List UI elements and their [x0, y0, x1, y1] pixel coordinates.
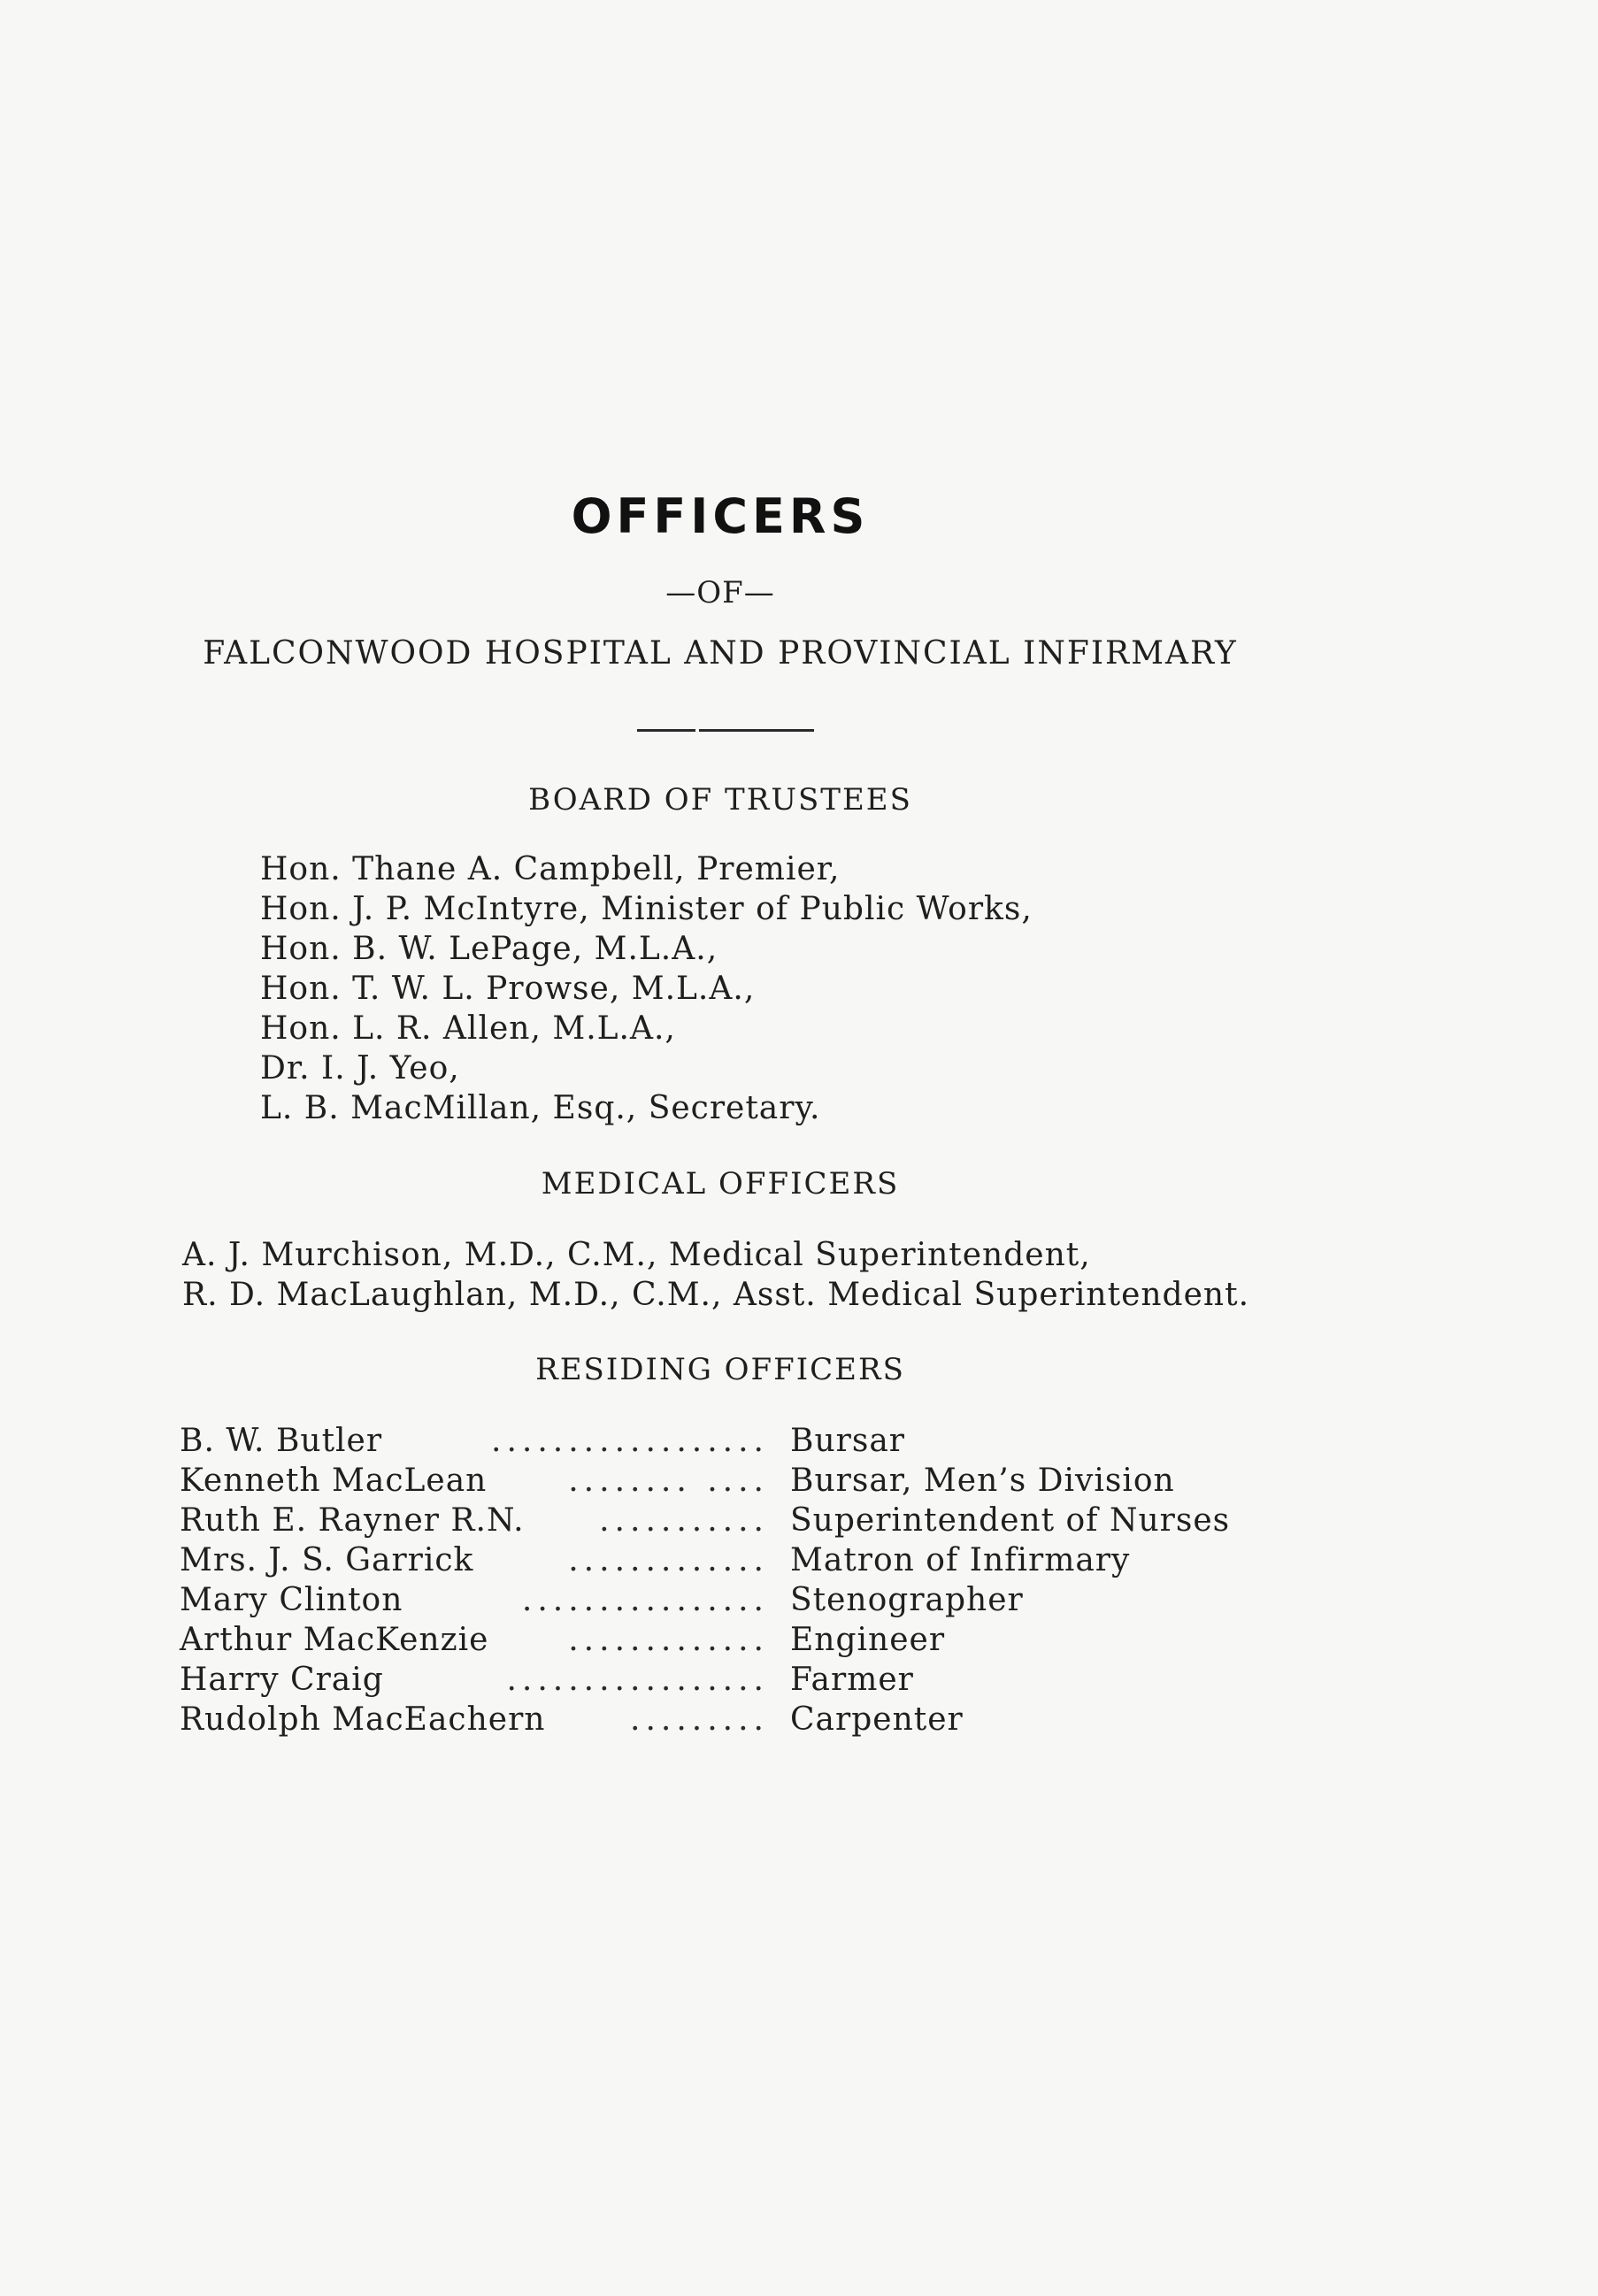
subtitle-of: —OF—: [665, 575, 775, 610]
trustee-line: Dr. I. J. Yeo,: [260, 1050, 460, 1087]
officer-role: Bursar, Men’s Division: [790, 1463, 1175, 1499]
leader-dots: ................: [521, 1582, 769, 1618]
residing-officers-list: [180, 1421, 1330, 1739]
trustee-line: Hon. T. W. L. Prowse, M.L.A.,: [260, 971, 756, 1007]
officer-name: Harry Craig: [180, 1662, 384, 1698]
officer-name: Ruth E. Rayner R.N.: [180, 1502, 525, 1539]
medical-officers-heading: MEDICAL OFFICERS: [541, 1166, 900, 1202]
officer-role: Carpenter: [790, 1701, 964, 1738]
trustee-line: L. B. MacMillan, Esq., Secretary.: [260, 1090, 821, 1126]
institution-name: FALCONWOOD HOSPITAL AND PROVINCIAL INFIRMARY: [203, 635, 1238, 672]
residing-officer-row: [180, 1421, 1330, 1461]
officer-name: Arthur MacKenzie: [180, 1622, 489, 1658]
divider-rule-right: [699, 729, 814, 732]
divider-rule-left: [637, 729, 695, 732]
medical-officer-line: R. D. MacLaughlan, M.D., C.M., Asst. Medical Superintendent.: [182, 1277, 1250, 1313]
officer-name: Mary Clinton: [180, 1582, 403, 1618]
medical-officers-list: [182, 1235, 1249, 1315]
officer-name: B. W. Butler: [180, 1423, 383, 1459]
trustee-line: Hon. J. P. McIntyre, Minister of Public Works,: [260, 891, 1033, 927]
residing-officer-row: [180, 1580, 1330, 1620]
leader-dots: .............: [568, 1622, 769, 1658]
leader-dots: ...........: [599, 1502, 769, 1539]
officer-role: Matron of Infirmary: [790, 1542, 1131, 1578]
officer-role: Farmer: [790, 1662, 914, 1698]
trustee-line: Hon. Thane A. Campbell, Premier,: [260, 851, 841, 887]
officer-name: Mrs. J. S. Garrick: [180, 1542, 474, 1578]
leader-dots: .............: [568, 1542, 769, 1578]
officer-role: Bursar: [790, 1423, 905, 1459]
board-of-trustees-heading: BOARD OF TRUSTEES: [528, 782, 912, 818]
trustee-line: Hon. L. R. Allen, M.L.A.,: [260, 1010, 676, 1047]
medical-officer-line: A. J. Murchison, M.D., C.M., Medical Superintendent,: [182, 1237, 1091, 1273]
page-title: OFFICERS: [571, 488, 870, 544]
officer-role: Superintendent of Nurses: [790, 1502, 1231, 1539]
officer-role: Stenographer: [790, 1582, 1024, 1618]
officer-name: Rudolph MacEachern: [180, 1701, 546, 1738]
residing-officer-row: [180, 1660, 1330, 1700]
leader-dots: ..................: [491, 1423, 769, 1459]
board-of-trustees-list: [260, 849, 1033, 1128]
officer-role: Engineer: [790, 1622, 946, 1658]
leader-dots: .................: [506, 1662, 769, 1698]
residing-officer-row: [180, 1700, 1330, 1739]
residing-officer-row: [180, 1461, 1330, 1501]
officer-name: Kenneth MacLean: [180, 1463, 488, 1499]
residing-officers-heading: RESIDING OFFICERS: [535, 1352, 905, 1387]
residing-officer-row: [180, 1540, 1330, 1580]
leader-dots: .........: [630, 1701, 769, 1738]
residing-officer-row: [180, 1501, 1330, 1540]
leader-dots: ........ ....: [568, 1463, 769, 1499]
trustee-line: Hon. B. W. LePage, M.L.A.,: [260, 931, 718, 967]
residing-officer-row: [180, 1620, 1330, 1660]
